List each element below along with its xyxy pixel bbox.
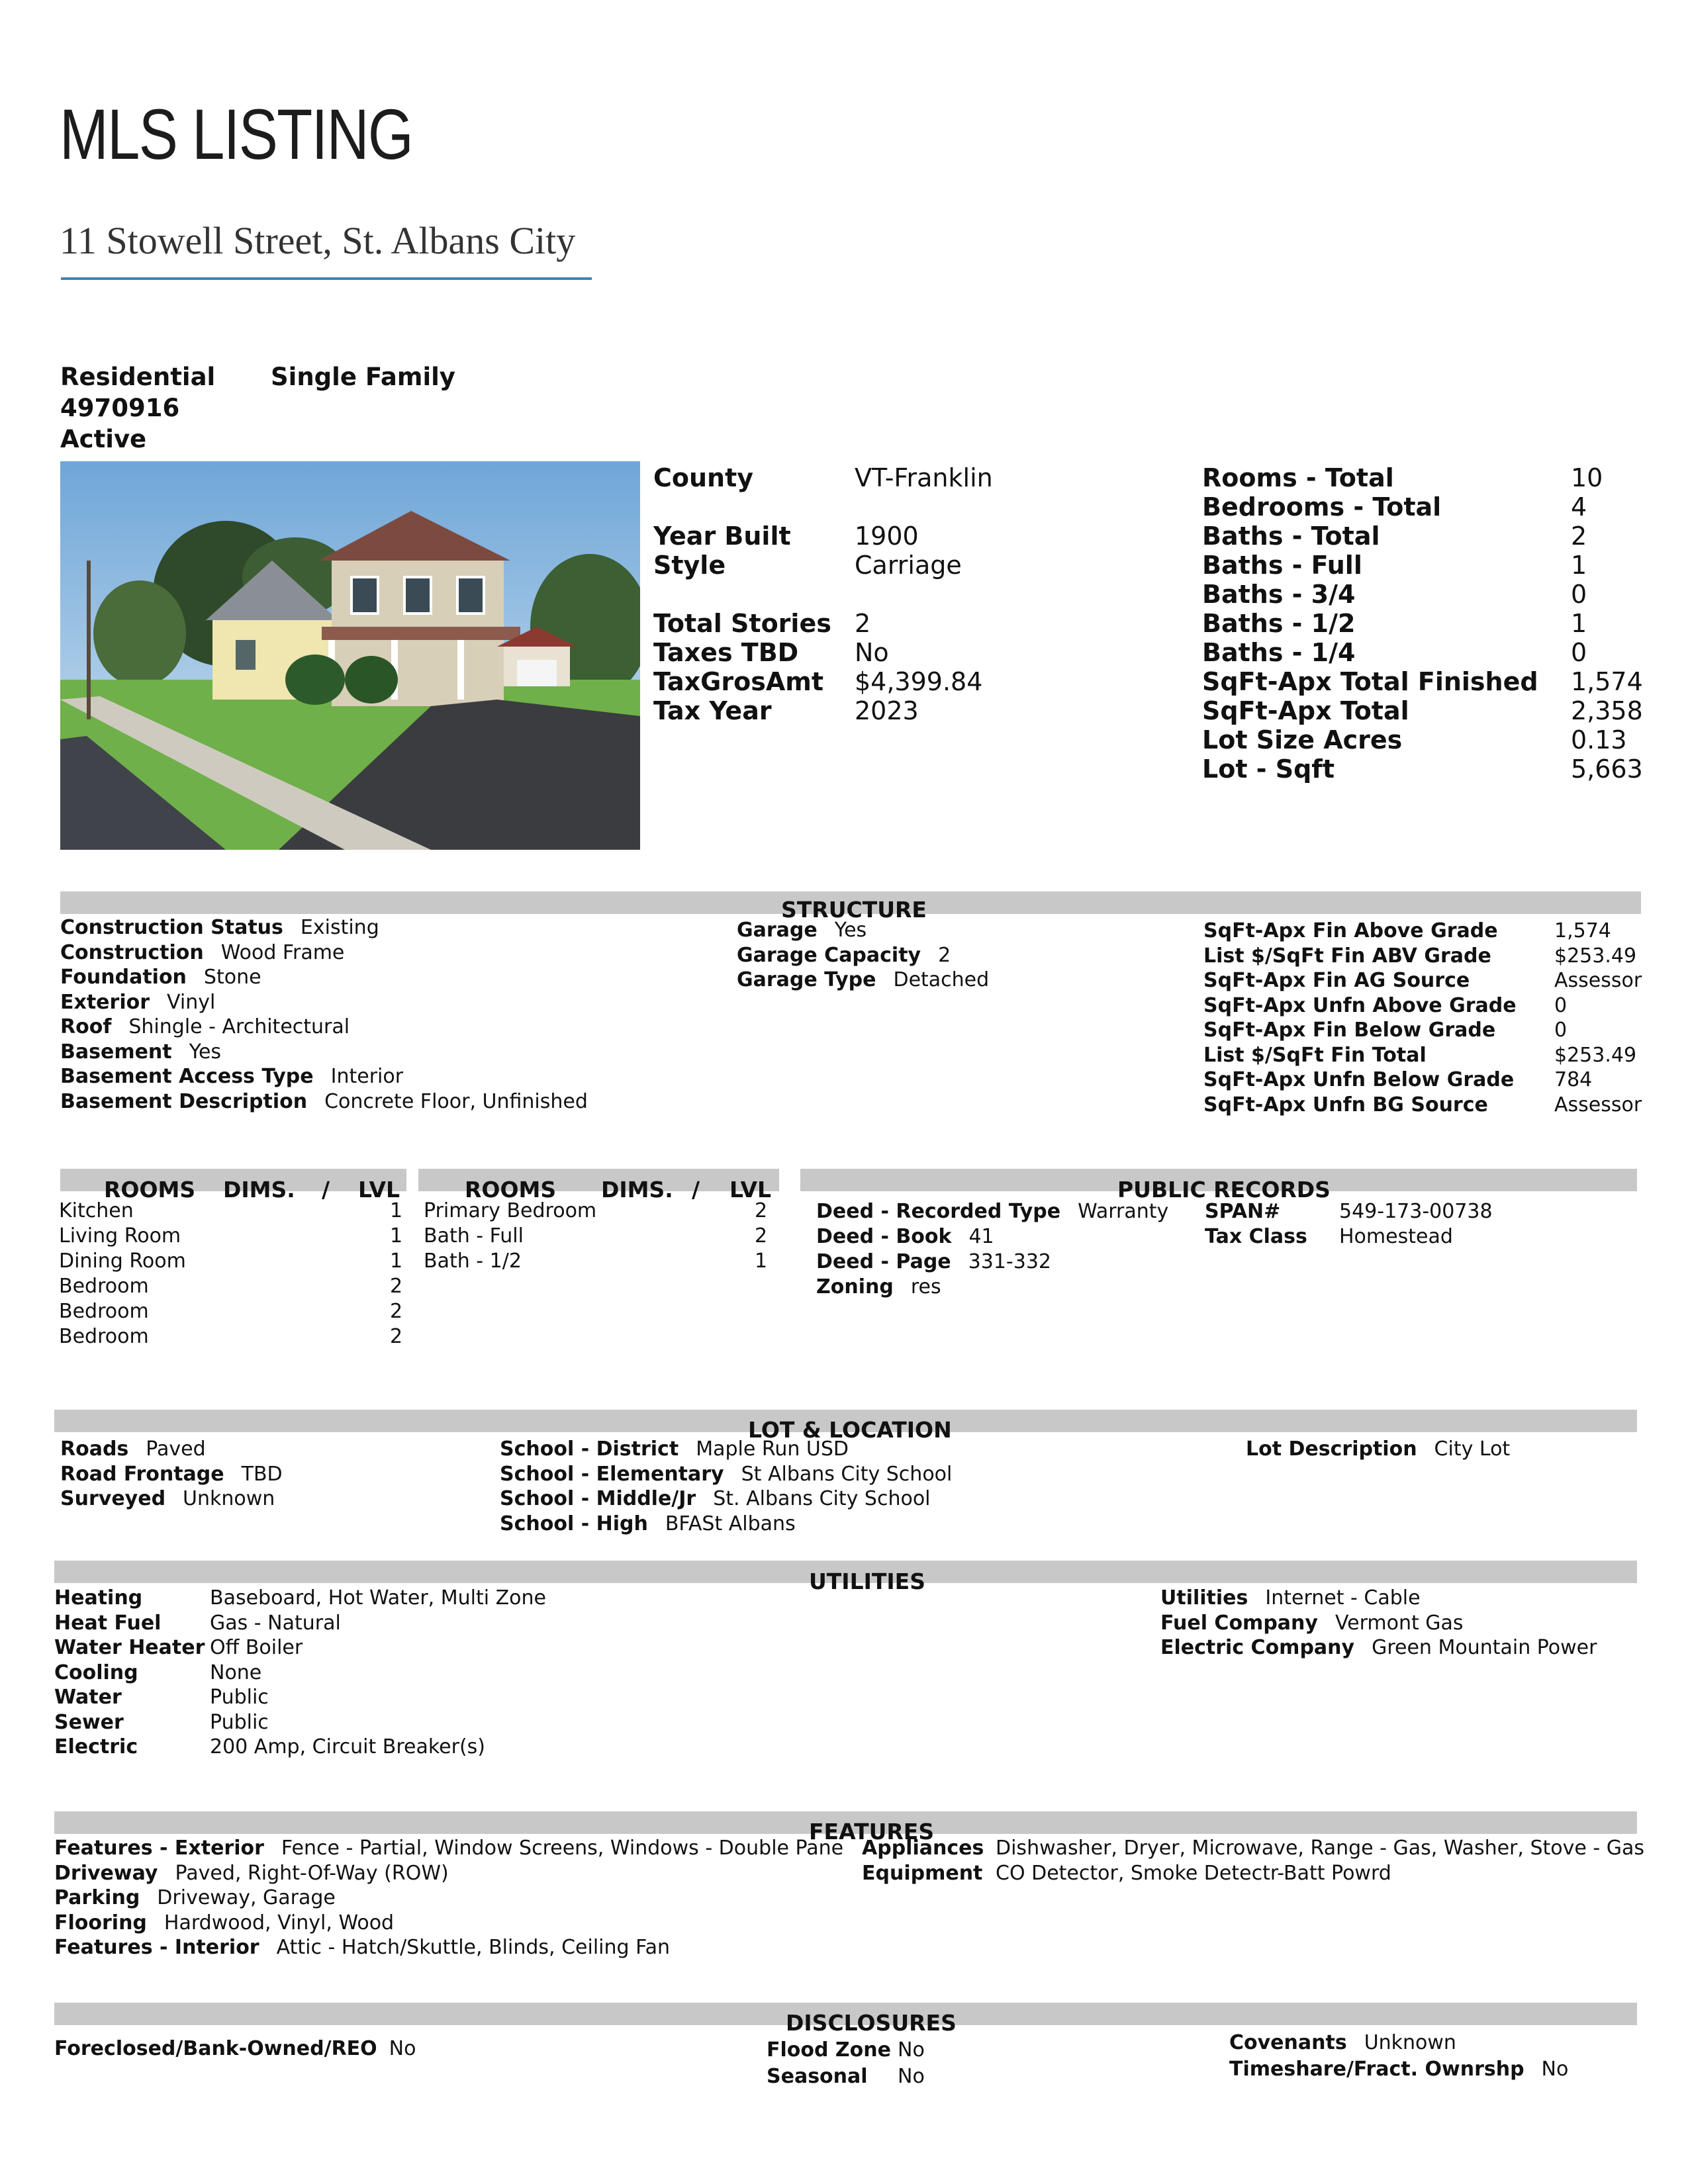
lvl-column-header: LVL <box>358 1177 400 1203</box>
field-label: Seasonal <box>767 2065 868 2088</box>
field-value: Off Boiler <box>210 1636 303 1659</box>
field-label: SqFt-Apx Total Finished <box>1202 667 1538 696</box>
room-row <box>59 1325 403 1348</box>
public-record-row <box>1205 1225 1453 1248</box>
field-label: Deed - Page <box>816 1250 951 1273</box>
room-total-row <box>1202 463 1603 492</box>
field-value: 2 <box>1571 522 1587 551</box>
feature-row <box>54 1837 843 1860</box>
disclosure-row <box>1229 2058 1568 2081</box>
public-record-row <box>816 1250 1051 1273</box>
field-value: $253.49 <box>1554 1043 1637 1067</box>
lot-row <box>60 1463 283 1486</box>
field-label: Deed - Book <box>816 1225 952 1248</box>
field-value: No <box>389 2037 416 2060</box>
structure-row <box>737 968 989 991</box>
field-value: Warranty <box>1078 1200 1169 1223</box>
field-value: Homestead <box>1339 1225 1453 1248</box>
public-record-row <box>816 1275 941 1298</box>
utility-row <box>1160 1612 1464 1635</box>
field-value: 5,663 <box>1571 754 1643 784</box>
structure-row <box>60 991 215 1014</box>
address-underline <box>61 277 592 280</box>
field-value: Vermont Gas <box>1335 1611 1464 1635</box>
field-label: Water <box>54 1686 122 1709</box>
field-label: Features - Exterior <box>54 1837 264 1860</box>
utility-row <box>54 1710 269 1734</box>
utility-row <box>54 1661 262 1684</box>
field-value: 10 <box>1571 463 1603 492</box>
room-name: Primary Bedroom <box>424 1199 597 1222</box>
field-value: Maple Run USD <box>696 1437 849 1461</box>
room-total-row <box>1202 754 1643 784</box>
field-value: Unknown <box>1364 2031 1456 2054</box>
structure-row <box>1203 1068 1593 1091</box>
field-value: No <box>1541 2058 1569 2081</box>
field-value: 784 <box>1554 1068 1593 1091</box>
field-label: List $/SqFt Fin ABV Grade <box>1203 944 1491 968</box>
field-value: 2 <box>938 943 951 967</box>
room-total-row <box>1202 522 1587 551</box>
feature-row <box>54 1936 670 1959</box>
field-label: School - High <box>500 1512 648 1535</box>
field-value: Shingle - Architectural <box>128 1015 350 1038</box>
field-label: Roads <box>60 1437 129 1461</box>
field-label: Basement Description <box>60 1089 308 1113</box>
field-label: Tax Class <box>1205 1225 1307 1248</box>
structure-row <box>60 941 344 964</box>
room-total-row <box>1202 551 1587 580</box>
field-value: TBD <box>241 1462 283 1486</box>
field-label: Electric <box>54 1735 138 1758</box>
field-label: Heating <box>54 1586 143 1610</box>
room-row <box>59 1300 403 1323</box>
structure-row <box>1203 919 1611 942</box>
field-value: City Lot <box>1434 1437 1511 1461</box>
field-label: Baths - Full <box>1202 551 1362 580</box>
structure-row <box>60 1040 221 1064</box>
room-row <box>59 1199 403 1222</box>
structure-row <box>60 1090 588 1113</box>
overview-row <box>653 463 993 492</box>
structure-row <box>1203 1043 1637 1067</box>
room-level: 2 <box>390 1300 403 1323</box>
field-value: No <box>855 638 889 667</box>
field-value: Public <box>210 1710 269 1734</box>
field-value: Gas - Natural <box>210 1611 341 1635</box>
field-value: $253.49 <box>1554 944 1637 968</box>
overview-row <box>653 551 962 580</box>
room-level: 2 <box>390 1325 403 1348</box>
field-label: Appliances <box>862 1837 984 1860</box>
field-label: Garage Type <box>737 968 876 991</box>
listing-status: Active <box>60 425 147 453</box>
field-label: Fuel Company <box>1160 1611 1318 1635</box>
field-label: Basement Access Type <box>60 1065 314 1088</box>
disclosure-row <box>54 2037 416 2060</box>
structure-row <box>1203 993 1568 1017</box>
field-value: St Albans City School <box>741 1462 953 1486</box>
field-label: School - District <box>500 1437 679 1461</box>
structure-row <box>1203 1093 1642 1116</box>
field-label: Exterior <box>60 990 150 1014</box>
feature-row <box>862 1837 1644 1860</box>
field-value: Public <box>210 1686 269 1709</box>
room-total-row <box>1202 725 1627 754</box>
room-name: Bedroom <box>59 1300 149 1323</box>
field-value: No <box>898 2065 925 2088</box>
lvl-column-header: LVL <box>729 1177 772 1203</box>
field-label: Baths - 1/4 <box>1202 638 1356 667</box>
field-label: SPAN# <box>1205 1200 1281 1223</box>
property-type: Residential <box>60 363 216 391</box>
field-label: Electric Company <box>1160 1636 1355 1659</box>
field-label: Tax Year <box>653 696 772 725</box>
field-label: Style <box>653 551 726 580</box>
field-value: Fence - Partial, Window Screens, Windows - Double Pane <box>281 1837 844 1860</box>
room-row <box>424 1250 768 1273</box>
overview-row <box>653 638 889 667</box>
room-name: Dining Room <box>59 1250 186 1273</box>
room-total-row <box>1202 667 1643 696</box>
field-value: Vinyl <box>167 990 216 1014</box>
dims-column-header: DIMS. <box>601 1177 673 1203</box>
field-label: Garage <box>737 919 818 942</box>
field-label: SqFt-Apx Unfn BG Source <box>1203 1093 1488 1116</box>
field-value: 2023 <box>855 696 919 725</box>
field-label: Foreclosed/Bank-Owned/REO <box>54 2037 377 2060</box>
field-value: VT-Franklin <box>855 463 993 492</box>
field-value: CO Detector, Smoke Detectr-Batt Powrd <box>996 1861 1391 1885</box>
field-label: Garage Capacity <box>737 943 921 967</box>
field-label: Sewer <box>54 1710 124 1734</box>
field-label: SqFt-Apx Fin Above Grade <box>1203 919 1498 942</box>
overview-row <box>653 609 871 638</box>
field-value: Concrete Floor, Unfinished <box>324 1089 588 1113</box>
field-label: Road Frontage <box>60 1462 224 1486</box>
structure-row <box>60 966 261 989</box>
field-value: 549-173-00738 <box>1339 1200 1493 1223</box>
room-row <box>424 1224 768 1248</box>
slash-separator: / <box>322 1177 330 1203</box>
feature-row <box>862 1861 1391 1885</box>
field-value: Existing <box>300 916 379 939</box>
field-value: res <box>910 1275 941 1298</box>
field-label: SqFt-Apx Unfn Above Grade <box>1203 993 1517 1017</box>
field-value: 1,574 <box>1554 919 1611 942</box>
room-name: Kitchen <box>59 1199 134 1222</box>
disclosure-row <box>767 2038 925 2062</box>
room-total-row <box>1202 580 1587 609</box>
structure-row <box>1203 1019 1568 1042</box>
field-value: Carriage <box>855 551 962 580</box>
utility-row <box>54 1686 269 1709</box>
field-label: Lot Description <box>1246 1437 1417 1461</box>
field-label: Lot - Sqft <box>1202 754 1335 784</box>
public-record-row <box>816 1200 1168 1223</box>
field-label: Driveway <box>54 1861 158 1885</box>
field-value: 2 <box>855 609 871 638</box>
field-label: Construction <box>60 940 204 964</box>
field-value: Detached <box>893 968 990 991</box>
feature-row <box>54 1886 336 1909</box>
field-value: 41 <box>968 1225 994 1248</box>
field-value: Driveway, Garage <box>157 1886 336 1909</box>
room-level: 1 <box>390 1224 403 1248</box>
utility-row <box>54 1586 546 1610</box>
structure-row <box>737 944 951 967</box>
public-record-row <box>1205 1200 1493 1223</box>
field-label: Flooring <box>54 1911 147 1934</box>
property-photo <box>60 461 640 850</box>
room-level: 2 <box>390 1275 403 1298</box>
field-value: Green Mountain Power <box>1372 1636 1597 1659</box>
structure-row <box>1203 969 1642 992</box>
field-value: Wood Frame <box>220 940 345 964</box>
field-value: BFASt Albans <box>665 1512 796 1535</box>
field-label: Equipment <box>862 1861 983 1885</box>
mls-number: 4970916 <box>60 394 180 422</box>
overview-row <box>653 696 919 725</box>
rooms-right-headers <box>418 1177 779 1203</box>
field-value: 0 <box>1571 580 1587 609</box>
lot-row <box>60 1437 206 1461</box>
room-row <box>59 1275 403 1298</box>
field-label: Lot Size Acres <box>1202 725 1403 754</box>
structure-row <box>737 919 867 942</box>
utility-row <box>1160 1636 1597 1659</box>
field-value: 1 <box>1571 609 1587 638</box>
structure-row <box>60 916 379 939</box>
field-label: Total Stories <box>653 609 831 638</box>
field-value: Paved <box>146 1437 206 1461</box>
disclosure-row <box>767 2065 925 2088</box>
lot-row <box>500 1487 931 1510</box>
room-total-row <box>1202 609 1587 638</box>
utility-row <box>1160 1586 1421 1610</box>
field-value: 0.13 <box>1571 725 1627 754</box>
rooms-column-header: ROOMS <box>465 1177 557 1203</box>
field-label: Bedrooms - Total <box>1202 492 1442 522</box>
field-label: Cooling <box>54 1661 138 1684</box>
field-value: Yes <box>189 1040 222 1064</box>
structure-row <box>60 1065 403 1088</box>
field-label: Baths - 3/4 <box>1202 580 1356 609</box>
overview-row <box>653 522 919 551</box>
lot-row <box>500 1512 796 1535</box>
field-value: $4,399.84 <box>855 667 983 696</box>
field-label: Features - Interior <box>54 1936 259 1959</box>
field-value: Assessor <box>1554 969 1642 992</box>
lot-location-title: LOT & LOCATION <box>748 1417 952 1443</box>
field-value: Baseboard, Hot Water, Multi Zone <box>210 1586 546 1610</box>
lot-row <box>60 1487 275 1510</box>
field-label: Basement <box>60 1040 172 1064</box>
lot-row <box>1246 1437 1510 1461</box>
room-level: 1 <box>755 1250 768 1273</box>
field-value: Stone <box>203 966 261 989</box>
field-label: SqFt-Apx Total <box>1202 696 1409 725</box>
field-value: Hardwood, Vinyl, Wood <box>164 1911 395 1934</box>
room-total-row <box>1202 492 1587 522</box>
room-level: 2 <box>755 1224 768 1248</box>
public-record-row <box>816 1225 994 1248</box>
room-name: Bedroom <box>59 1275 149 1298</box>
field-value: Dishwasher, Dryer, Microwave, Range - Gas, Washer, Stove - Gas <box>996 1837 1644 1860</box>
field-label: County <box>653 463 754 492</box>
rooms-column-header: ROOMS <box>104 1177 196 1203</box>
field-value: Attic - Hatch/Skuttle, Blinds, Ceiling Fan <box>276 1936 670 1959</box>
property-address: 11 Stowell Street, St. Albans City <box>60 219 576 262</box>
dims-column-header: DIMS. <box>223 1177 295 1203</box>
room-name: Bath - 1/2 <box>424 1250 522 1273</box>
features-title: FEATURES <box>809 1819 935 1844</box>
room-level: 1 <box>390 1199 403 1222</box>
structure-title: STRUCTURE <box>781 897 927 923</box>
field-value: 200 Amp, Circuit Breaker(s) <box>210 1735 485 1758</box>
feature-row <box>54 1911 394 1934</box>
field-value: Paved, Right-Of-Way (ROW) <box>175 1861 449 1885</box>
field-value: 331-332 <box>968 1250 1052 1273</box>
room-level: 2 <box>755 1199 768 1222</box>
field-label: Rooms - Total <box>1202 463 1394 492</box>
field-label: Parking <box>54 1886 140 1909</box>
field-value: 1,574 <box>1571 667 1643 696</box>
lot-row <box>500 1463 952 1486</box>
structure-row <box>1203 944 1637 968</box>
field-label: SqFt-Apx Fin Below Grade <box>1203 1019 1496 1042</box>
room-name: Living Room <box>59 1224 181 1248</box>
overview-row <box>653 667 983 696</box>
field-label: Covenants <box>1229 2031 1347 2054</box>
rooms-left-headers <box>60 1177 406 1203</box>
lot-row <box>500 1437 849 1461</box>
field-label: SqFt-Apx Unfn Below Grade <box>1203 1068 1515 1091</box>
field-label: Utilities <box>1160 1586 1248 1610</box>
field-value: 0 <box>1571 638 1587 667</box>
field-value: 2,358 <box>1571 696 1643 725</box>
field-label: Deed - Recorded Type <box>816 1200 1061 1223</box>
room-total-row <box>1202 696 1643 725</box>
field-label: Zoning <box>816 1275 894 1298</box>
field-value: Unknown <box>183 1487 275 1510</box>
room-row <box>424 1199 768 1222</box>
field-label: Timeshare/Fract. Ownrshp <box>1229 2058 1524 2081</box>
room-row <box>59 1224 403 1248</box>
field-label: Baths - 1/2 <box>1202 609 1356 638</box>
field-value: Internet - Cable <box>1265 1586 1421 1610</box>
field-label: Foundation <box>60 966 187 989</box>
field-label: Taxes TBD <box>653 638 799 667</box>
field-value: 0 <box>1554 1019 1568 1042</box>
field-label: Water Heater <box>54 1636 205 1659</box>
structure-row <box>60 1015 350 1038</box>
field-value: None <box>210 1661 262 1684</box>
feature-row <box>54 1862 449 1885</box>
room-row <box>59 1250 403 1273</box>
field-label: School - Elementary <box>500 1462 724 1486</box>
field-value: 1 <box>1571 551 1587 580</box>
field-label: Year Built <box>653 522 791 551</box>
field-label: Baths - Total <box>1202 522 1380 551</box>
utility-row <box>54 1735 485 1758</box>
field-label: List $/SqFt Fin Total <box>1203 1043 1427 1067</box>
field-label: Surveyed <box>60 1487 166 1510</box>
field-value: 4 <box>1571 492 1587 522</box>
field-label: Roof <box>60 1015 112 1038</box>
field-value: 0 <box>1554 993 1568 1017</box>
page-title: MLS LISTING <box>60 94 413 174</box>
room-name: Bedroom <box>59 1325 149 1348</box>
field-label: Flood Zone <box>767 2038 891 2062</box>
public-records-title: PUBLIC RECORDS <box>1117 1177 1331 1203</box>
room-total-row <box>1202 638 1587 667</box>
field-label: Heat Fuel <box>54 1611 162 1635</box>
utility-row <box>54 1611 341 1635</box>
field-label: Construction Status <box>60 916 283 939</box>
slash-separator: / <box>692 1177 700 1203</box>
field-value: Yes <box>834 919 867 942</box>
utilities-title: UTILITIES <box>809 1569 925 1594</box>
field-value: Assessor <box>1554 1093 1642 1116</box>
room-name: Bath - Full <box>424 1224 524 1248</box>
property-subtype: Single Family <box>271 363 455 391</box>
utility-row <box>54 1636 303 1659</box>
disclosures-title: DISCLOSURES <box>786 2010 957 2036</box>
field-value: St. Albans City School <box>713 1487 931 1510</box>
field-label: SqFt-Apx Fin AG Source <box>1203 969 1470 992</box>
field-value: Interior <box>330 1065 404 1088</box>
field-value: No <box>898 2038 925 2062</box>
disclosure-row <box>1229 2031 1456 2054</box>
field-value: 1900 <box>855 522 919 551</box>
field-label: TaxGrosAmt <box>653 667 824 696</box>
field-label: School - Middle/Jr <box>500 1487 696 1510</box>
room-level: 1 <box>390 1250 403 1273</box>
